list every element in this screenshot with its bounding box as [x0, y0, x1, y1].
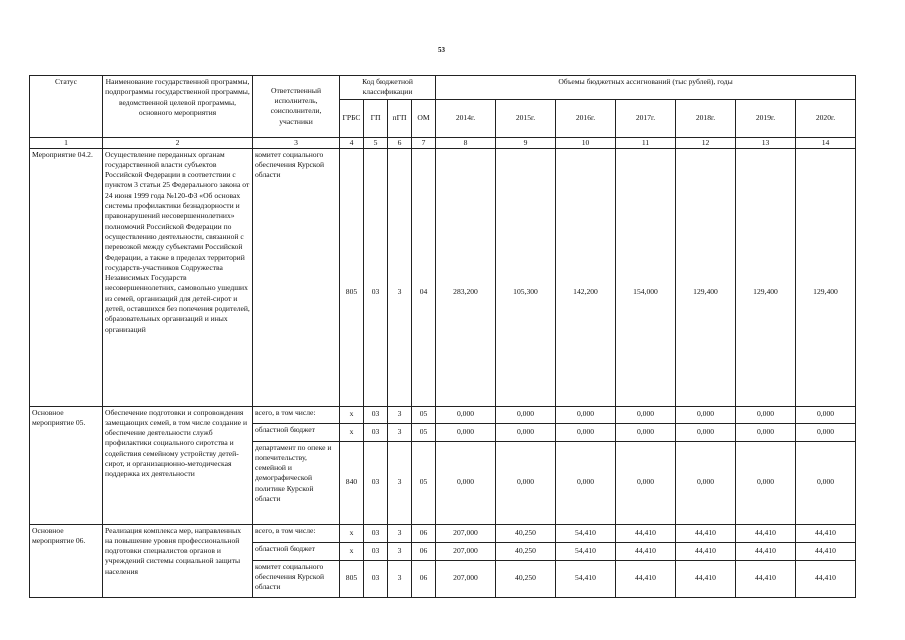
- value-cell: 0,000: [496, 406, 556, 423]
- header-year-5: 2019г.: [736, 99, 796, 137]
- value-cell: 44,410: [796, 542, 856, 560]
- value-cell: 0,000: [616, 423, 676, 441]
- code-gp: 03: [364, 560, 388, 597]
- header-year-4: 2018г.: [676, 99, 736, 137]
- row-responsible: всего, в том числе:: [253, 524, 340, 542]
- code-om: 04: [412, 148, 436, 406]
- header-year-3: 2017г.: [616, 99, 676, 137]
- value-cell: 0,000: [676, 423, 736, 441]
- code-om: 06: [412, 524, 436, 542]
- value-cell: 0,000: [676, 406, 736, 423]
- row-responsible: комитет социального обеспечения Курской области: [253, 148, 340, 406]
- value-cell: 0,000: [436, 441, 496, 524]
- header-year-0: 2014г.: [436, 99, 496, 137]
- row-name: Обеспечение подготовки и сопровождения замещающих семей, в том числе создание и обеспечение деятельности служб профилактики социального сиротства и содействия семейному устройству детей-сирот, и организационно-методическая поддержка их деятельности: [103, 406, 253, 524]
- value-cell: 0,000: [676, 441, 736, 524]
- value-cell: 0,000: [556, 441, 616, 524]
- value-cell: 44,410: [616, 560, 676, 597]
- code-grbs: х: [340, 524, 364, 542]
- value-cell: 44,410: [796, 560, 856, 597]
- code-gp: 03: [364, 542, 388, 560]
- value-cell: 54,410: [556, 524, 616, 542]
- column-number: 13: [736, 137, 796, 148]
- column-number: 10: [556, 137, 616, 148]
- code-gp: 03: [364, 148, 388, 406]
- code-pgp: 3: [388, 542, 412, 560]
- value-cell: 0,000: [796, 441, 856, 524]
- code-grbs: х: [340, 406, 364, 423]
- code-grbs: 805: [340, 560, 364, 597]
- page-number: 53: [438, 46, 445, 54]
- value-cell: 207,000: [436, 560, 496, 597]
- code-gp: 03: [364, 524, 388, 542]
- value-cell: 44,410: [736, 524, 796, 542]
- code-grbs: х: [340, 423, 364, 441]
- value-cell: 40,250: [496, 560, 556, 597]
- column-number: 7: [412, 137, 436, 148]
- value-cell: 283,200: [436, 148, 496, 406]
- code-pgp: 3: [388, 423, 412, 441]
- header-year-6: 2020г.: [796, 99, 856, 137]
- column-number: 2: [103, 137, 253, 148]
- column-number: 9: [496, 137, 556, 148]
- row-status: Мероприятие 04.2.: [30, 148, 103, 406]
- code-grbs: 805: [340, 148, 364, 406]
- table-row: [30, 406, 856, 423]
- value-cell: 129,400: [676, 148, 736, 406]
- value-cell: 54,410: [556, 542, 616, 560]
- row-responsible: областной бюджет: [253, 542, 340, 560]
- code-pgp: 3: [388, 406, 412, 423]
- row-status: Основное мероприятие 06.: [30, 524, 103, 597]
- value-cell: 44,410: [796, 524, 856, 542]
- value-cell: 44,410: [676, 560, 736, 597]
- value-cell: 40,250: [496, 542, 556, 560]
- value-cell: 207,000: [436, 542, 496, 560]
- header-name: Наименование государственной программы, подпрограммы государственной программы, ведомственной целевой программы, основного мероприятия: [103, 76, 253, 138]
- row-name: Реализация комплекса мер, направленных на повышение уровня профессиональной подготовки специалистов органов и учреждений системы социальной защиты населения: [103, 524, 253, 597]
- header-code-3: ОМ: [412, 99, 436, 137]
- code-om: 05: [412, 406, 436, 423]
- value-cell: 129,400: [736, 148, 796, 406]
- row-responsible: департамент по опеке и попечительству, семейной и демографической политике Курской области: [253, 441, 340, 524]
- table-row: [30, 524, 856, 542]
- column-number: 11: [616, 137, 676, 148]
- value-cell: 0,000: [496, 423, 556, 441]
- value-cell: 0,000: [436, 423, 496, 441]
- header-budget-code: Код бюджетной классификации: [340, 76, 436, 100]
- code-om: 05: [412, 441, 436, 524]
- column-number: 3: [253, 137, 340, 148]
- row-name: Осуществление переданных органам государственной власти субъектов Российской Федерации в соответствии с пунктом 3 статьи 25 Федерального закона от 24 июня 1999 года №120-ФЗ «Об основах системы профилактики безнадзорности и правонарушений несовершеннолетних» полномочий Российской Федерации по осуществлению деятельности, связанной с перевозкой между субъектами Российской Федерации, а также в пределах территорий государств-участников Содружества Независимых Государств несовершеннолетних, самовольно ушедших из семей, организаций для детей-сирот и детей, оставшихся без попечения родителей, образовательных организаций и иных организаций: [103, 148, 253, 406]
- row-responsible: комитет социального обеспечения Курской области: [253, 560, 340, 597]
- value-cell: 207,000: [436, 524, 496, 542]
- value-cell: 44,410: [676, 542, 736, 560]
- code-om: 05: [412, 423, 436, 441]
- value-cell: 0,000: [796, 406, 856, 423]
- code-gp: 03: [364, 406, 388, 423]
- value-cell: 44,410: [616, 542, 676, 560]
- value-cell: 0,000: [616, 441, 676, 524]
- value-cell: 40,250: [496, 524, 556, 542]
- column-number: 6: [388, 137, 412, 148]
- value-cell: 44,410: [676, 524, 736, 542]
- value-cell: 0,000: [796, 423, 856, 441]
- value-cell: 0,000: [736, 441, 796, 524]
- header-year-1: 2015г.: [496, 99, 556, 137]
- column-number: 12: [676, 137, 736, 148]
- budget-table: [29, 75, 856, 598]
- column-number: 1: [30, 137, 103, 148]
- header-year-2: 2016г.: [556, 99, 616, 137]
- row-responsible: областной бюджет: [253, 423, 340, 441]
- code-pgp: 3: [388, 560, 412, 597]
- column-numbers-row: [30, 137, 856, 148]
- code-gp: 03: [364, 441, 388, 524]
- column-number: 8: [436, 137, 496, 148]
- value-cell: 44,410: [616, 524, 676, 542]
- code-grbs: 840: [340, 441, 364, 524]
- value-cell: 105,300: [496, 148, 556, 406]
- value-cell: 142,200: [556, 148, 616, 406]
- header-volumes: Объемы бюджетных ассигнований (тыс рублей), годы: [436, 76, 856, 100]
- header-status: Статус: [30, 76, 103, 138]
- value-cell: 154,000: [616, 148, 676, 406]
- value-cell: 0,000: [736, 423, 796, 441]
- value-cell: 0,000: [496, 441, 556, 524]
- column-number: 5: [364, 137, 388, 148]
- value-cell: 0,000: [436, 406, 496, 423]
- column-number: 14: [796, 137, 856, 148]
- table-row: [30, 148, 856, 406]
- header-responsible: Ответственный исполнитель, соисполнители, участники: [253, 76, 340, 138]
- code-pgp: 3: [388, 524, 412, 542]
- header-code-1: ГП: [364, 99, 388, 137]
- header-code-0: ГРБС: [340, 99, 364, 137]
- code-grbs: х: [340, 542, 364, 560]
- value-cell: 0,000: [736, 406, 796, 423]
- value-cell: 0,000: [616, 406, 676, 423]
- code-om: 06: [412, 542, 436, 560]
- code-pgp: 3: [388, 441, 412, 524]
- value-cell: 54,410: [556, 560, 616, 597]
- table-body: [30, 148, 856, 597]
- column-number: 4: [340, 137, 364, 148]
- header-row-1: [30, 76, 856, 100]
- value-cell: 0,000: [556, 423, 616, 441]
- code-gp: 03: [364, 423, 388, 441]
- row-responsible: всего, в том числе:: [253, 406, 340, 423]
- value-cell: 44,410: [736, 560, 796, 597]
- code-pgp: 3: [388, 148, 412, 406]
- header-code-2: пГП: [388, 99, 412, 137]
- code-om: 06: [412, 560, 436, 597]
- value-cell: 44,410: [736, 542, 796, 560]
- value-cell: 129,400: [796, 148, 856, 406]
- value-cell: 0,000: [556, 406, 616, 423]
- row-status: Основное мероприятие 05.: [30, 406, 103, 524]
